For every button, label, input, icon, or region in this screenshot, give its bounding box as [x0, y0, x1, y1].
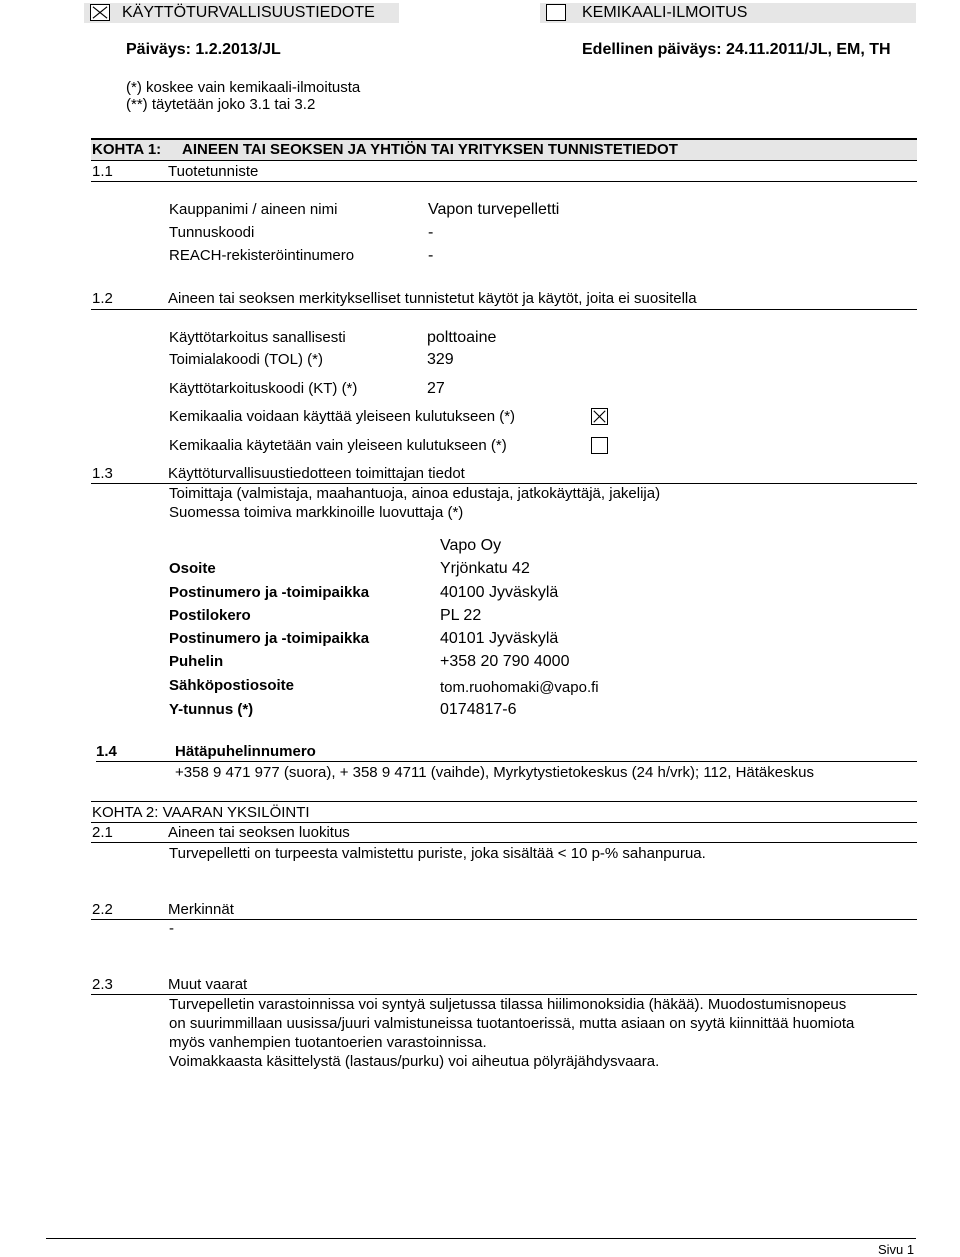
s11-rule: [91, 181, 917, 182]
s23-line: on suurimmillaan uusissa/juuri valmistuneissa tuotantoerissä, mutta asiaan on syytä kiinnittää huomiota: [169, 1015, 855, 1032]
section1-bottom-rule: [91, 160, 917, 161]
s13-title: Käyttöturvallisuustiedotteen toimittajan tiedot: [168, 465, 465, 482]
s11-num: 1.1: [92, 163, 113, 180]
note-1: (*) koskee vain kemikaali-ilmoitusta: [126, 79, 361, 96]
supplier-row-value: 0174817-6: [440, 701, 517, 718]
s11-row-label: Kauppanimi / aineen nimi: [169, 201, 338, 218]
s23-num: 2.3: [92, 976, 113, 993]
s12-title: Aineen tai seoksen merkitykselliset tunnistetut käytöt ja käytöt, joita ei suositella: [168, 290, 697, 307]
s13-num: 1.3: [92, 465, 113, 482]
checkmark-x-icon: [91, 5, 109, 20]
s13-line2: Suomessa toimiva markkinoille luovuttaja (*): [169, 504, 464, 521]
s12-row-label: Käyttötarkoitus sanallisesti: [169, 329, 346, 346]
date: Päiväys: 1.2.2013/JL: [126, 41, 281, 58]
supplier-email[interactable]: tom.ruohomaki@vapo.fi: [440, 679, 599, 696]
previous-date: Edellinen päiväys: 24.11.2011/JL, EM, TH: [582, 41, 891, 58]
supplier-row-value: Yrjönkatu 42: [440, 560, 530, 577]
s12-num: 1.2: [92, 290, 113, 307]
supplier-row-value: 40100 Jyväskylä: [440, 584, 559, 601]
section2-rule: [91, 822, 917, 823]
footer-rule: [46, 1238, 916, 1239]
section2-top-rule: [91, 801, 917, 802]
company-name: Vapo Oy: [440, 537, 502, 554]
s12-row-value: 329: [427, 351, 454, 368]
header-left-checkbox[interactable]: [90, 4, 110, 21]
supplier-row-value: 40101 Jyväskylä: [440, 630, 559, 647]
s11-row-label: REACH-rekisteröintinumero: [169, 247, 355, 264]
s21-rule: [91, 842, 917, 843]
section2-label: KOHTA 2: VAARAN YKSILÖINTI: [92, 804, 310, 821]
supplier-row-label: Y-tunnus (*): [169, 701, 254, 718]
s14-rule: [96, 761, 917, 762]
s12-row-value: polttoaine: [427, 329, 497, 346]
s23-line: myös vanhempien tuotantoerien varastoinnissa.: [169, 1034, 487, 1051]
checkmark-x-icon: [592, 409, 607, 424]
s14-num: 1.4: [96, 743, 117, 760]
s14-title: Hätäpuhelinnumero: [175, 743, 316, 760]
supplier-row-label: Osoite: [169, 560, 216, 577]
supplier-row-label: Postinumero ja -toimipaikka: [169, 584, 370, 601]
consumer-use-only-label: Kemikaalia käytetään vain yleiseen kulutukseen (*): [169, 437, 507, 454]
s12-rule: [91, 309, 917, 310]
s11-row-value: -: [428, 247, 434, 264]
page-number: Sivu 1: [878, 1242, 915, 1257]
supplier-row-label: Sähköpostiosoite: [169, 677, 295, 694]
s13-rule: [91, 483, 917, 484]
supplier-row-label: Postinumero ja -toimipaikka: [169, 630, 370, 647]
header-left-title: KÄYTTÖTURVALLISUUSTIEDOTE: [122, 4, 375, 21]
s11-title: Tuotetunniste: [168, 163, 259, 180]
s21-title: Aineen tai seoksen luokitus: [168, 824, 350, 841]
s22-text: -: [169, 920, 174, 937]
s22-num: 2.2: [92, 901, 113, 918]
s11-row-value: -: [428, 224, 434, 241]
section1-title: AINEEN TAI SEOKSEN JA YHTIÖN TAI YRITYKSEN TUNNISTETIEDOT: [182, 141, 678, 158]
s23-rule: [91, 994, 917, 995]
s23-line: Voimakkaasta käsittelystä (lastaus/purku) voi aiheutua pölyräjähdysvaara.: [169, 1053, 660, 1070]
supplier-row-label: Postilokero: [169, 607, 251, 624]
s12-row-value: 27: [427, 380, 445, 397]
supplier-row-value: PL 22: [440, 607, 482, 624]
note-2: (**) täytetään joko 3.1 tai 3.2: [126, 96, 316, 113]
s12-row-label: Käyttötarkoituskoodi (KT) (*): [169, 380, 358, 397]
s11-row-value: Vapon turvepelletti: [428, 201, 560, 218]
supplier-row-label: Puhelin: [169, 653, 224, 670]
header-right-title: KEMIKAALI-ILMOITUS: [582, 4, 748, 21]
s21-text: Turvepelletti on turpeesta valmistettu puriste, joka sisältää < 10 p-% sahanpurua.: [169, 845, 706, 862]
consumer-use-possible-label: Kemikaalia voidaan käyttää yleiseen kulutukseen (*): [169, 408, 516, 425]
s22-title: Merkinnät: [168, 901, 234, 918]
s11-row-label: Tunnuskoodi: [169, 224, 255, 241]
consumer-use-only-checkbox[interactable]: [591, 437, 608, 454]
section1-label: KOHTA 1:: [92, 141, 162, 158]
s13-line1: Toimittaja (valmistaja, maahantuoja, ainoa edustaja, jatkokäyttäjä, jakelija): [169, 485, 661, 502]
s23-title: Muut vaarat: [168, 976, 248, 993]
s12-row-label: Toimialakoodi (TOL) (*): [169, 351, 323, 368]
supplier-row-value: +358 20 790 4000: [440, 653, 570, 670]
emergency-phone-text: +358 9 471 977 (suora), + 358 9 4711 (vaihde), Myrkytystietokeskus (24 h/vrk); 112, Hätäkeskus: [175, 764, 814, 781]
s21-num: 2.1: [92, 824, 113, 841]
consumer-use-possible-checkbox[interactable]: [591, 408, 608, 425]
s22-rule: [91, 919, 917, 920]
header-right-checkbox[interactable]: [546, 4, 566, 21]
s23-line: Turvepelletin varastoinnissa voi syntyä suljetussa tilassa hiilimonoksidia (häkää). Muodostumisnopeus: [169, 996, 847, 1013]
